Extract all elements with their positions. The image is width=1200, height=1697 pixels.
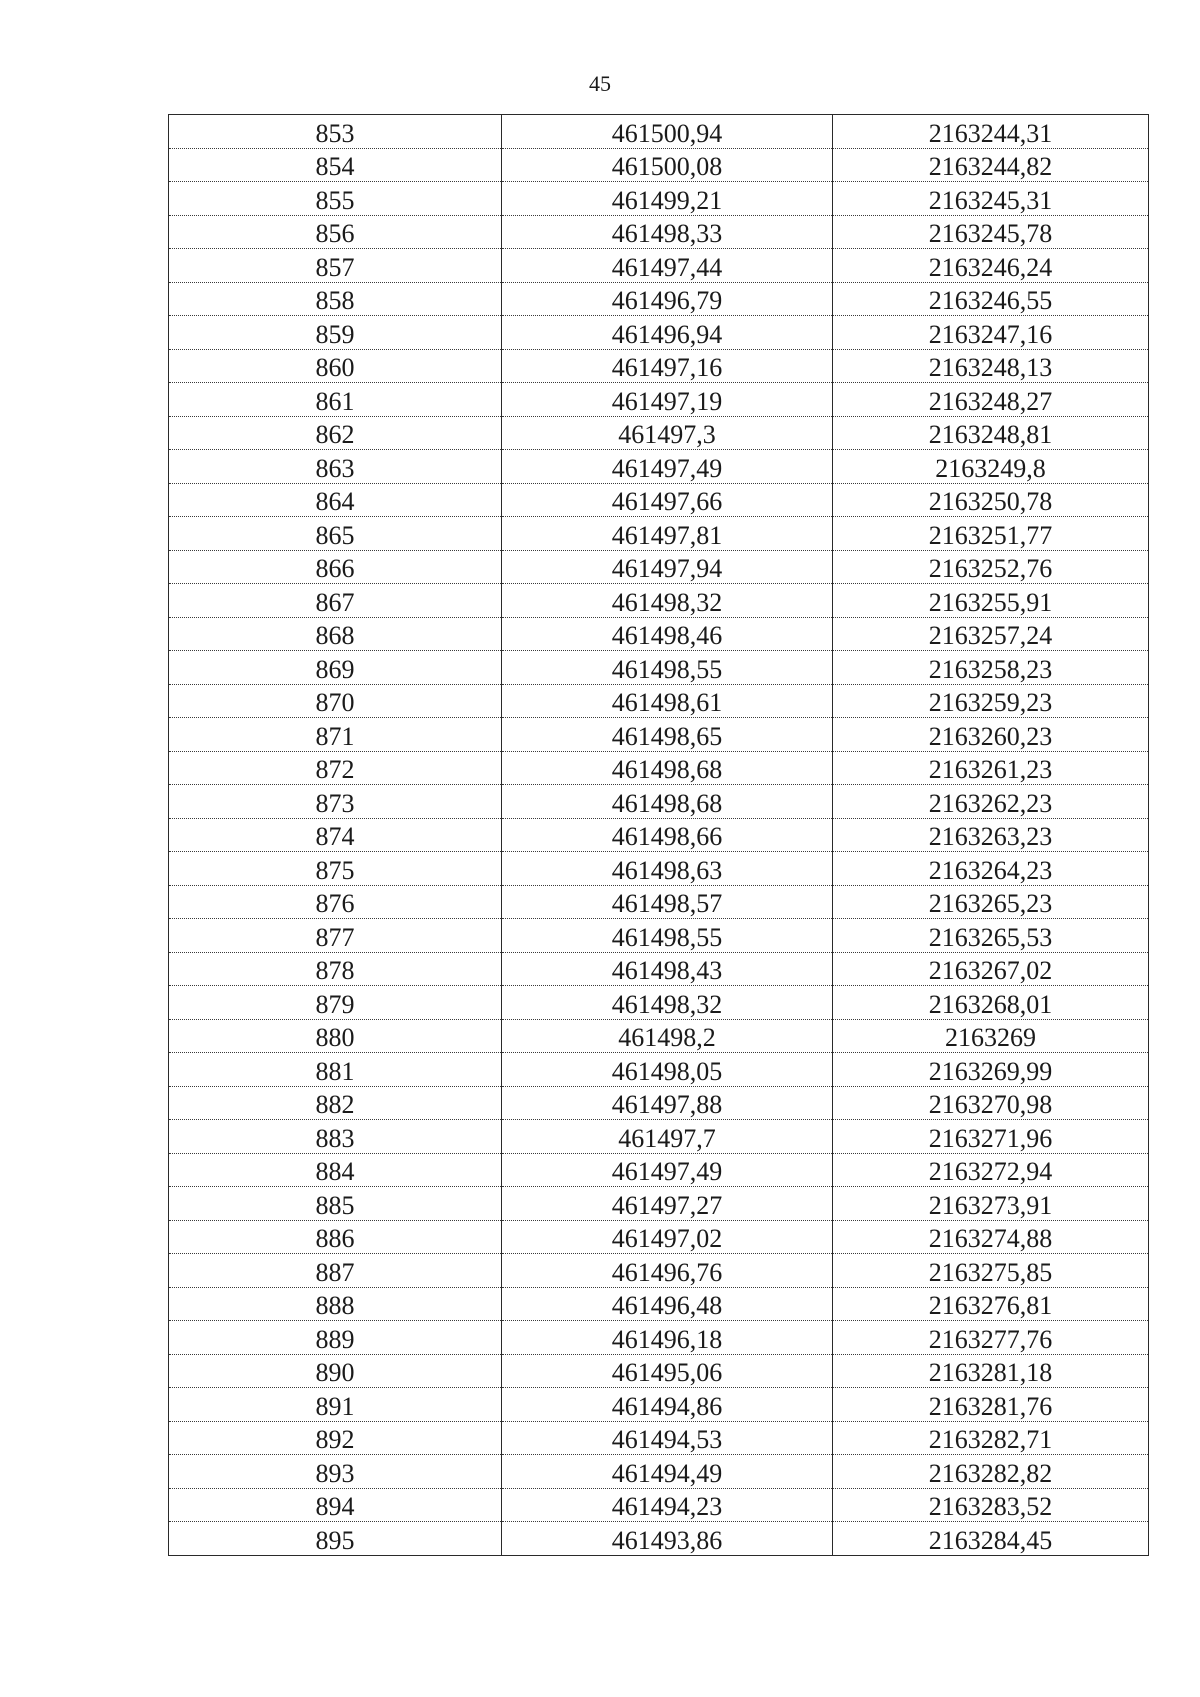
x-coordinate-cell: 461500,94 (502, 115, 833, 149)
x-coordinate-cell: 461498,63 (502, 852, 833, 886)
table-row (169, 115, 1149, 149)
y-coordinate-cell: 2163269 (833, 1019, 1149, 1053)
y-coordinate-cell: 2163244,31 (833, 115, 1149, 149)
y-coordinate-cell: 2163247,16 (833, 316, 1149, 350)
x-coordinate-cell: 461496,18 (502, 1321, 833, 1355)
table-row (169, 316, 1149, 350)
y-coordinate-cell: 2163257,24 (833, 617, 1149, 651)
point-number-cell: 895 (169, 1522, 502, 1556)
x-coordinate-cell: 461497,88 (502, 1086, 833, 1120)
y-coordinate-cell: 2163248,13 (833, 349, 1149, 383)
y-coordinate-cell: 2163281,76 (833, 1388, 1149, 1422)
x-coordinate-cell: 461497,66 (502, 483, 833, 517)
y-coordinate-cell: 2163273,91 (833, 1187, 1149, 1221)
point-number-cell: 866 (169, 550, 502, 584)
point-number-cell: 882 (169, 1086, 502, 1120)
point-number-cell: 884 (169, 1153, 502, 1187)
x-coordinate-cell: 461495,06 (502, 1354, 833, 1388)
table-row (169, 1522, 1149, 1556)
table-row (169, 1153, 1149, 1187)
y-coordinate-cell: 2163246,24 (833, 249, 1149, 283)
table-row (169, 1388, 1149, 1422)
point-number-cell: 875 (169, 852, 502, 886)
table-row (169, 1086, 1149, 1120)
point-number-cell: 868 (169, 617, 502, 651)
y-coordinate-cell: 2163264,23 (833, 852, 1149, 886)
x-coordinate-cell: 461497,44 (502, 249, 833, 283)
point-number-cell: 874 (169, 818, 502, 852)
x-coordinate-cell: 461498,68 (502, 785, 833, 819)
x-coordinate-cell: 461496,79 (502, 282, 833, 316)
point-number-cell: 889 (169, 1321, 502, 1355)
table-row (169, 818, 1149, 852)
y-coordinate-cell: 2163248,81 (833, 416, 1149, 450)
point-number-cell: 862 (169, 416, 502, 450)
coordinates-table (168, 114, 1149, 1556)
table-row (169, 550, 1149, 584)
y-coordinate-cell: 2163274,88 (833, 1220, 1149, 1254)
point-number-cell: 872 (169, 751, 502, 785)
table-row (169, 416, 1149, 450)
table-row (169, 718, 1149, 752)
table-row (169, 1220, 1149, 1254)
point-number-cell: 873 (169, 785, 502, 819)
point-number-cell: 894 (169, 1488, 502, 1522)
table-row (169, 282, 1149, 316)
table-row (169, 517, 1149, 551)
y-coordinate-cell: 2163249,8 (833, 450, 1149, 484)
point-number-cell: 886 (169, 1220, 502, 1254)
point-number-cell: 883 (169, 1120, 502, 1154)
y-coordinate-cell: 2163284,45 (833, 1522, 1149, 1556)
page-number: 45 (589, 71, 611, 96)
y-coordinate-cell: 2163252,76 (833, 550, 1149, 584)
x-coordinate-cell: 461493,86 (502, 1522, 833, 1556)
x-coordinate-cell: 461500,08 (502, 148, 833, 182)
x-coordinate-cell: 461497,94 (502, 550, 833, 584)
x-coordinate-cell: 461498,32 (502, 986, 833, 1020)
x-coordinate-cell: 461494,23 (502, 1488, 833, 1522)
point-number-cell: 892 (169, 1421, 502, 1455)
y-coordinate-cell: 2163283,52 (833, 1488, 1149, 1522)
x-coordinate-cell: 461498,55 (502, 919, 833, 953)
point-number-cell: 885 (169, 1187, 502, 1221)
table-row (169, 1019, 1149, 1053)
y-coordinate-cell: 2163267,02 (833, 952, 1149, 986)
x-coordinate-cell: 461498,33 (502, 215, 833, 249)
table-row (169, 684, 1149, 718)
y-coordinate-cell: 2163270,98 (833, 1086, 1149, 1120)
table-row (169, 148, 1149, 182)
x-coordinate-cell: 461497,49 (502, 450, 833, 484)
x-coordinate-cell: 461494,49 (502, 1455, 833, 1489)
y-coordinate-cell: 2163260,23 (833, 718, 1149, 752)
y-coordinate-cell: 2163281,18 (833, 1354, 1149, 1388)
y-coordinate-cell: 2163245,31 (833, 182, 1149, 216)
y-coordinate-cell: 2163245,78 (833, 215, 1149, 249)
y-coordinate-cell: 2163258,23 (833, 651, 1149, 685)
table-row (169, 617, 1149, 651)
y-coordinate-cell: 2163259,23 (833, 684, 1149, 718)
x-coordinate-cell: 461497,3 (502, 416, 833, 450)
table-row (169, 1488, 1149, 1522)
x-coordinate-cell: 461498,55 (502, 651, 833, 685)
y-coordinate-cell: 2163282,82 (833, 1455, 1149, 1489)
y-coordinate-cell: 2163276,81 (833, 1287, 1149, 1321)
point-number-cell: 863 (169, 450, 502, 484)
point-number-cell: 859 (169, 316, 502, 350)
table-row (169, 852, 1149, 886)
table-row (169, 751, 1149, 785)
point-number-cell: 880 (169, 1019, 502, 1053)
x-coordinate-cell: 461498,57 (502, 885, 833, 919)
table-row (169, 785, 1149, 819)
y-coordinate-cell: 2163272,94 (833, 1153, 1149, 1187)
point-number-cell: 876 (169, 885, 502, 919)
x-coordinate-cell: 461497,49 (502, 1153, 833, 1187)
y-coordinate-cell: 2163255,91 (833, 584, 1149, 618)
x-coordinate-cell: 461494,53 (502, 1421, 833, 1455)
y-coordinate-cell: 2163250,78 (833, 483, 1149, 517)
x-coordinate-cell: 461499,21 (502, 182, 833, 216)
table-row (169, 1287, 1149, 1321)
x-coordinate-cell: 461498,43 (502, 952, 833, 986)
x-coordinate-cell: 461497,81 (502, 517, 833, 551)
x-coordinate-cell: 461498,61 (502, 684, 833, 718)
y-coordinate-cell: 2163265,23 (833, 885, 1149, 919)
point-number-cell: 878 (169, 952, 502, 986)
point-number-cell: 869 (169, 651, 502, 685)
table-row (169, 1455, 1149, 1489)
x-coordinate-cell: 461494,86 (502, 1388, 833, 1422)
y-coordinate-cell: 2163268,01 (833, 986, 1149, 1020)
point-number-cell: 860 (169, 349, 502, 383)
point-number-cell: 870 (169, 684, 502, 718)
point-number-cell: 854 (169, 148, 502, 182)
point-number-cell: 881 (169, 1053, 502, 1087)
x-coordinate-cell: 461497,16 (502, 349, 833, 383)
point-number-cell: 857 (169, 249, 502, 283)
x-coordinate-cell: 461497,19 (502, 383, 833, 417)
table-row (169, 986, 1149, 1020)
x-coordinate-cell: 461496,94 (502, 316, 833, 350)
y-coordinate-cell: 2163265,53 (833, 919, 1149, 953)
x-coordinate-cell: 461498,66 (502, 818, 833, 852)
x-coordinate-cell: 461498,05 (502, 1053, 833, 1087)
x-coordinate-cell: 461497,02 (502, 1220, 833, 1254)
point-number-cell: 853 (169, 115, 502, 149)
y-coordinate-cell: 2163244,82 (833, 148, 1149, 182)
y-coordinate-cell: 2163246,55 (833, 282, 1149, 316)
table-row (169, 952, 1149, 986)
point-number-cell: 864 (169, 483, 502, 517)
point-number-cell: 893 (169, 1455, 502, 1489)
table-row (169, 919, 1149, 953)
x-coordinate-cell: 461498,68 (502, 751, 833, 785)
y-coordinate-cell: 2163248,27 (833, 383, 1149, 417)
x-coordinate-cell: 461497,7 (502, 1120, 833, 1154)
table-row (169, 885, 1149, 919)
x-coordinate-cell: 461496,76 (502, 1254, 833, 1288)
point-number-cell: 858 (169, 282, 502, 316)
point-number-cell: 855 (169, 182, 502, 216)
table-row (169, 182, 1149, 216)
y-coordinate-cell: 2163282,71 (833, 1421, 1149, 1455)
x-coordinate-cell: 461498,2 (502, 1019, 833, 1053)
y-coordinate-cell: 2163263,23 (833, 818, 1149, 852)
table-row (169, 483, 1149, 517)
table-row (169, 249, 1149, 283)
y-coordinate-cell: 2163269,99 (833, 1053, 1149, 1087)
point-number-cell: 887 (169, 1254, 502, 1288)
point-number-cell: 867 (169, 584, 502, 618)
y-coordinate-cell: 2163251,77 (833, 517, 1149, 551)
point-number-cell: 888 (169, 1287, 502, 1321)
x-coordinate-cell: 461498,46 (502, 617, 833, 651)
table-row (169, 1120, 1149, 1154)
x-coordinate-cell: 461496,48 (502, 1287, 833, 1321)
table-row (169, 215, 1149, 249)
y-coordinate-cell: 2163261,23 (833, 751, 1149, 785)
point-number-cell: 890 (169, 1354, 502, 1388)
y-coordinate-cell: 2163277,76 (833, 1321, 1149, 1355)
point-number-cell: 861 (169, 383, 502, 417)
y-coordinate-cell: 2163271,96 (833, 1120, 1149, 1154)
table-row (169, 1254, 1149, 1288)
point-number-cell: 856 (169, 215, 502, 249)
x-coordinate-cell: 461497,27 (502, 1187, 833, 1221)
point-number-cell: 865 (169, 517, 502, 551)
table-row (169, 349, 1149, 383)
point-number-cell: 879 (169, 986, 502, 1020)
table-row (169, 1187, 1149, 1221)
table-row (169, 1421, 1149, 1455)
point-number-cell: 891 (169, 1388, 502, 1422)
table-row (169, 1321, 1149, 1355)
table-row (169, 383, 1149, 417)
x-coordinate-cell: 461498,65 (502, 718, 833, 752)
table-row (169, 651, 1149, 685)
table-row (169, 1354, 1149, 1388)
point-number-cell: 877 (169, 919, 502, 953)
y-coordinate-cell: 2163262,23 (833, 785, 1149, 819)
y-coordinate-cell: 2163275,85 (833, 1254, 1149, 1288)
table-row (169, 584, 1149, 618)
x-coordinate-cell: 461498,32 (502, 584, 833, 618)
table-row (169, 450, 1149, 484)
table-row (169, 1053, 1149, 1087)
point-number-cell: 871 (169, 718, 502, 752)
coordinates-table-body (169, 115, 1149, 1556)
